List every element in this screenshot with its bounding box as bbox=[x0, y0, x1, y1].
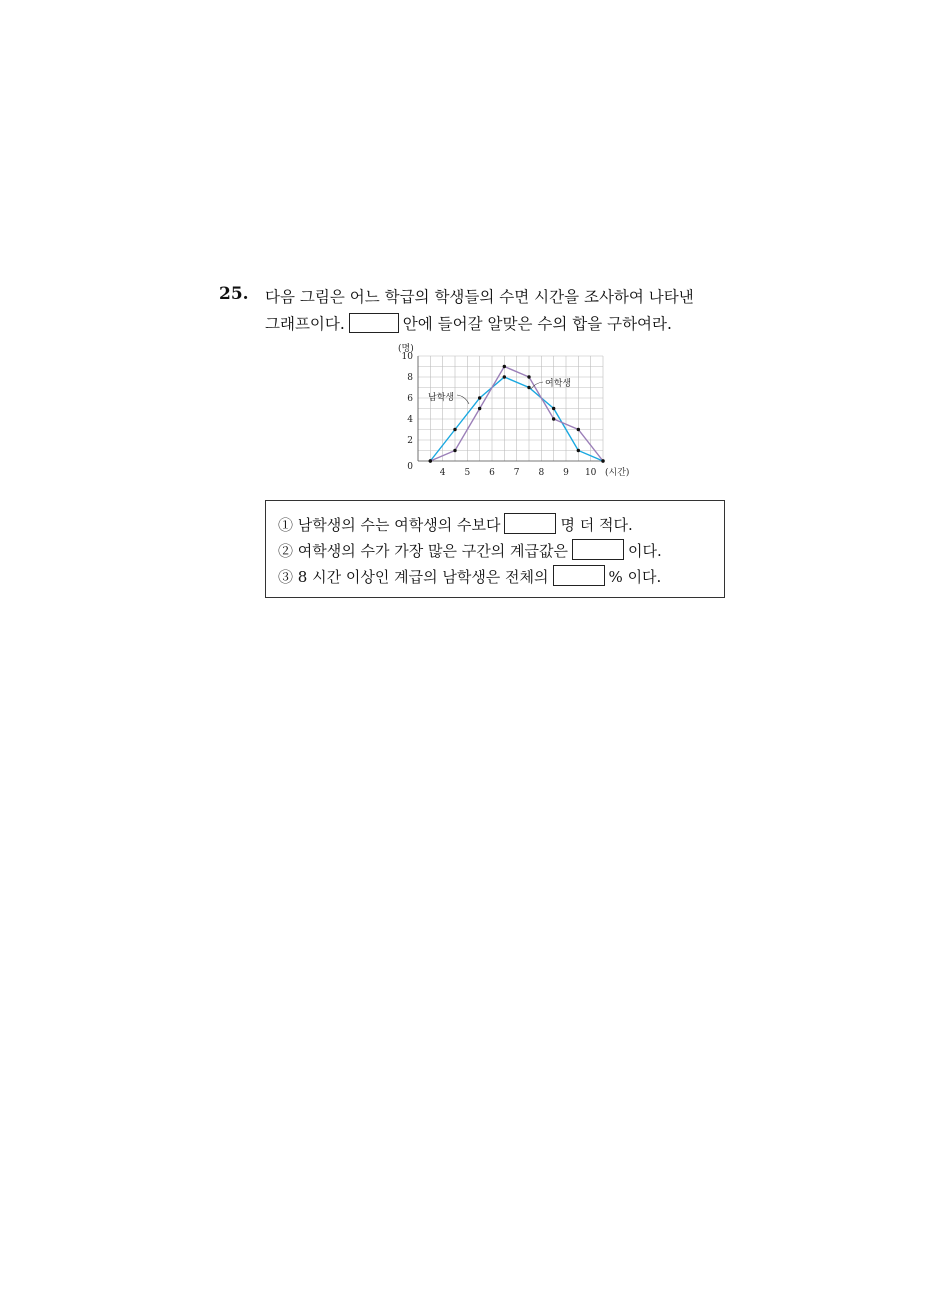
y-tick-label: 4 bbox=[407, 415, 413, 425]
origin-label: 0 bbox=[407, 462, 413, 472]
condition-2-text-after: 이다. bbox=[627, 542, 662, 560]
x-tick-label: 7 bbox=[513, 468, 520, 478]
data-point bbox=[601, 459, 604, 462]
x-axis-label: (시간) bbox=[605, 468, 630, 478]
y-tick-label: 8 bbox=[407, 373, 413, 383]
series-label-boys: 남학생 bbox=[428, 393, 455, 403]
question-text-line2-before: 그래프이다. bbox=[265, 315, 345, 333]
condition-1-blank-box bbox=[504, 513, 556, 534]
condition-2-marker: ② bbox=[278, 542, 294, 560]
data-point bbox=[453, 449, 456, 452]
question-text-line1: 다음 그림은 어느 학급의 학생들의 수면 시간을 조사하여 나타낸 bbox=[265, 288, 694, 306]
data-point bbox=[503, 365, 506, 368]
y-tick-label: 2 bbox=[407, 436, 413, 446]
data-point bbox=[552, 417, 555, 420]
x-tick-label: 8 bbox=[538, 468, 545, 478]
y-axis-label: (명) bbox=[398, 344, 414, 354]
data-point bbox=[552, 407, 555, 410]
question-text-line2 bbox=[265, 312, 672, 334]
condition-3-blank-box bbox=[553, 565, 605, 586]
condition-1 bbox=[278, 513, 633, 535]
data-point bbox=[527, 386, 530, 389]
data-point bbox=[527, 375, 530, 378]
condition-2 bbox=[278, 539, 662, 561]
condition-2-blank-box bbox=[572, 539, 624, 560]
question-number: 25. bbox=[219, 284, 249, 304]
data-point bbox=[577, 449, 580, 452]
data-point bbox=[429, 459, 432, 462]
data-point bbox=[577, 428, 580, 431]
x-tick-label: 9 bbox=[563, 468, 569, 478]
y-tick-label: 10 bbox=[401, 352, 413, 362]
series-label-girls: 여학생 bbox=[545, 379, 572, 389]
data-point bbox=[503, 375, 506, 378]
condition-3-marker: ③ bbox=[278, 568, 294, 586]
data-point bbox=[453, 428, 456, 431]
x-tick-label: 5 bbox=[464, 468, 471, 478]
conditions-box bbox=[265, 500, 725, 598]
condition-1-text-before: 남학생의 수는 여학생의 수보다 bbox=[297, 516, 501, 534]
condition-3 bbox=[278, 565, 661, 587]
x-tick-label: 4 bbox=[439, 468, 446, 478]
y-tick-label: 6 bbox=[407, 394, 413, 404]
sleep-time-line-chart bbox=[385, 338, 630, 483]
data-point bbox=[478, 396, 481, 399]
x-tick-label: 6 bbox=[489, 468, 495, 478]
condition-1-marker: ① bbox=[278, 516, 294, 534]
blank-box bbox=[349, 313, 399, 333]
data-point bbox=[478, 407, 481, 410]
condition-3-text-before: 8 시간 이상인 계급의 남학생은 전체의 bbox=[297, 568, 549, 586]
condition-2-text-before: 여학생의 수가 가장 많은 구간의 계급값은 bbox=[297, 542, 568, 560]
x-tick-label: 10 bbox=[584, 468, 597, 478]
condition-1-text-after: 명 더 적다. bbox=[560, 516, 633, 534]
question-text-line2-after: 안에 들어갈 알맞은 수의 합을 구하여라. bbox=[402, 315, 672, 333]
condition-3-text-after: % 이다. bbox=[608, 568, 662, 586]
